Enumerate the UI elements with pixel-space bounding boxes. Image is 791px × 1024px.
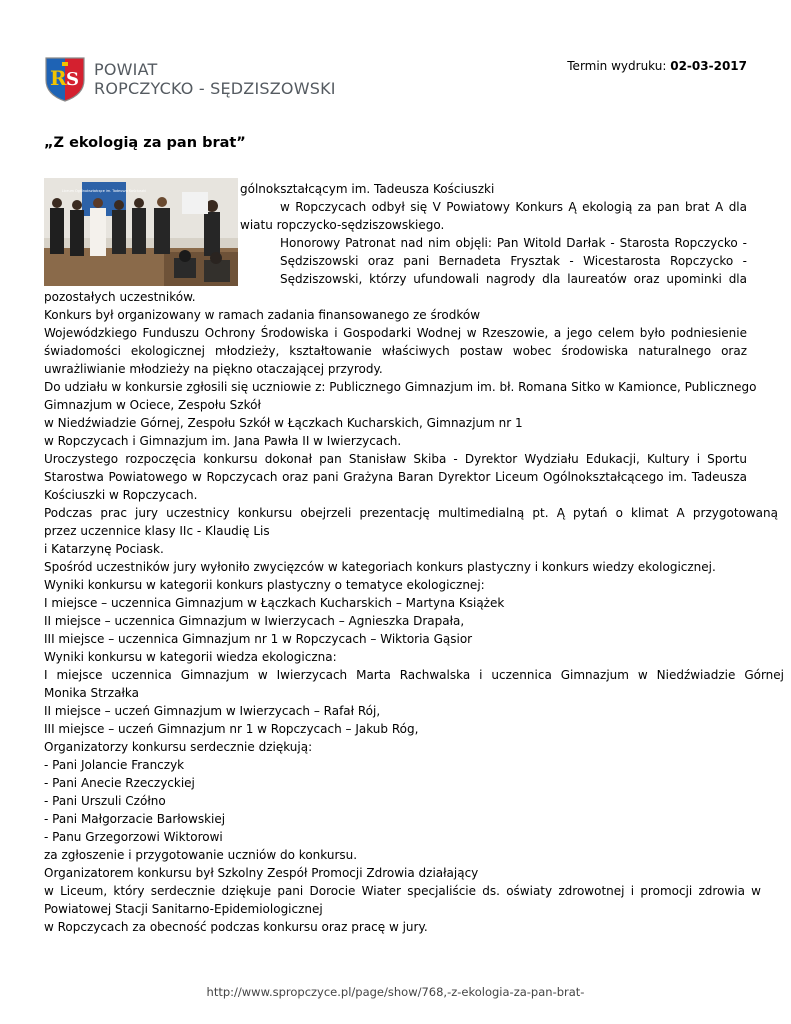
article-line: w Ropczycach odbył się V Powiatowy Konkurs Ą ekologią za pan brat A dla (280, 200, 747, 214)
svg-text:S: S (66, 69, 79, 90)
logo-line-1: POWIAT (94, 60, 158, 79)
article-line: Sędziszowski, którzy ufundowali nagrody dla laureatów oraz upominki dla (280, 272, 747, 286)
article-photo (44, 178, 238, 286)
article-line: w Niedźwiadzie Górnej, Zespołu Szkół w Łączkach Kucharskich, Gimnazjum nr 1 (44, 416, 523, 430)
article-line: Starostwa Powiatowego w Ropczycach oraz pani Grażyna Baran Dyrektor Liceum Ogólnokształcącego im. Tadeusza (44, 470, 747, 484)
article-line: pozostałych uczestników. (44, 290, 196, 304)
article-line: Podczas prac jury uczestnicy konkursu obejrzeli prezentację multimedialną pt. Ą pytań o klimat A przygotowaną (44, 506, 778, 520)
article-line: Uroczystego rozpoczęcia konkursu dokonał pan Stanisław Skiba - Dyrektor Wydziału Edukacji, Kultury i Sportu (44, 452, 747, 466)
article-line: Organizatorzy konkursu serdecznie dziękują: (44, 740, 313, 754)
article-line: - Pani Anecie Rzeczyckiej (44, 776, 195, 790)
print-date (567, 59, 747, 73)
article-line: I miejsce uczennica Gimnazjum w Iwierzycach Marta Rachwalska i uczennica Gimnazjum w Niedźwiadzie Górnej (44, 668, 784, 682)
article-line: świadomości ekologicznej młodzieży, kształtowanie właściwych postaw wobec środowiska naturalnego oraz (44, 344, 747, 358)
photo-illustration (44, 178, 238, 286)
article-line: Spośród uczestników jury wyłoniło zwycięzców w kategoriach konkurs plastyczny i konkurs wiedzy ekologicznej. (44, 560, 716, 574)
svg-text:R: R (50, 66, 67, 90)
photo-banner-text: Liceum Ogólnokształcące im. Tadeusza Kościuszki (61, 189, 147, 193)
article-line: Wyniki konkursu w kategorii konkurs plastyczny o tematyce ekologicznej: (44, 578, 485, 592)
article-line: Monika Strzałka (44, 686, 139, 700)
article-line: - Panu Grzegorzowi Wiktorowi (44, 830, 223, 844)
article-line: - Pani Małgorzacie Barłowskiej (44, 812, 226, 826)
article-line: i Katarzynę Pociask. (44, 542, 164, 556)
source-url: http://www.spropczyce.pl/page/show/768,-z-ekologia-za-pan-brat- (206, 985, 585, 999)
article-line: przez uczennice klasy IIc - Klaudię Lis (44, 524, 270, 538)
logo-text (94, 60, 336, 98)
article-line: w Ropczycach za obecność podczas konkursu oraz pracę w jury. (44, 920, 428, 934)
article-line: Honorowy Patronat nad nim objęli: Pan Witold Darłak - Starosta Ropczycko - (280, 236, 747, 250)
article-line: w Liceum, który serdecznie dziękuje pani Dorocie Wiater specjaliście ds. oświaty zdrowotnej i promocji zdrowia w (44, 884, 761, 898)
article-line: - Pani Urszuli Czółno (44, 794, 166, 808)
article-line: Gimnazjum w Ociece, Zespołu Szkół (44, 398, 261, 412)
article-line: Powiatowej Stacji Sanitarno-Epidemiologicznej (44, 902, 323, 916)
logo-line-2: ROPCZYCKO - SĘDZISZOWSKI (94, 79, 336, 98)
article-line: wiatu ropczycko-sędziszowskiego. (240, 218, 445, 232)
article-line: III miejsce – uczennica Gimnazjum nr 1 w Ropczycach – Wiktoria Gąsior (44, 632, 473, 646)
article-line: Organizatorem konkursu był Szkolny Zespół Promocji Zdrowia działający (44, 866, 479, 880)
article-line: w Ropczycach i Gimnazjum im. Jana Pawła II w Iwierzycach. (44, 434, 402, 448)
article-line: Sędziszowski oraz pani Bernadeta Frysztak - Wicestarosta Ropczycko - (280, 254, 747, 268)
article-line: Konkurs był organizowany w ramach zadania finansowanego ze środków (44, 308, 481, 322)
article-line: - Pani Jolancie Franczyk (44, 758, 185, 772)
site-logo (44, 56, 344, 104)
article-line: III miejsce – uczeń Gimnazjum nr 1 w Ropczycach – Jakub Róg, (44, 722, 419, 736)
coat-of-arms-icon (44, 56, 86, 102)
article-line: gólnokształcącym im. Tadeusza Kościuszki (240, 182, 495, 196)
print-date-value: 02-03-2017 (670, 59, 747, 73)
article-line: uwrażliwianie młodzieży na piękno otaczającej przyrody. (44, 362, 383, 376)
article-line: Kościuszki w Ropczycach. (44, 488, 198, 502)
article-line: I miejsce – uczennica Gimnazjum w Łączkach Kucharskich – Martyna Książek (44, 596, 505, 610)
article-line: II miejsce – uczeń Gimnazjum w Iwierzycach – Rafał Rój, (44, 704, 381, 718)
article-line: Wyniki konkursu w kategorii wiedza ekologiczna: (44, 650, 337, 664)
article-title: „Z ekologią za pan brat” (44, 135, 246, 151)
article-line: za zgłoszenie i przygotowanie uczniów do konkursu. (44, 848, 358, 862)
article-line: II miejsce – uczennica Gimnazjum w Iwierzycach – Agnieszka Drapała, (44, 614, 465, 628)
print-date-label: Termin wydruku: (567, 59, 667, 73)
article-line: Wojewódzkiego Funduszu Ochrony Środowiska i Gospodarki Wodnej w Rzeszowie, a jego celem było podniesienie (44, 326, 747, 340)
article-line: Do udziału w konkursie zgłosili się uczniowie z: Publicznego Gimnazjum im. bł. Romana Sitko w Kamionce, Publicznego (44, 380, 757, 394)
